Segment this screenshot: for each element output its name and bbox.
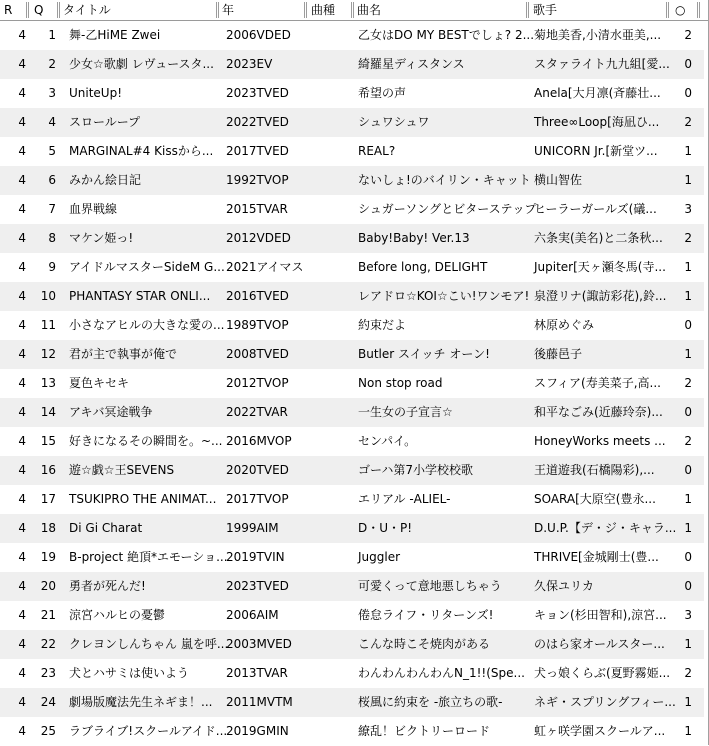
row-artist-cell: 横山智佐 <box>534 173 583 187</box>
row-title-cell: Di Gi Charat <box>69 521 143 535</box>
row-q-cell: 1 <box>48 28 56 42</box>
row-title-cell: 好きになるその瞬間を。~... <box>69 434 223 448</box>
row-title-cell: MARGINAL#4 Kissから... <box>69 144 214 158</box>
table-row[interactable] <box>0 514 704 543</box>
row-title-cell: UniteUp! <box>69 86 123 100</box>
row-artist-cell: 菊地美香,小清水亜美,... <box>534 28 662 42</box>
row-q-cell: 16 <box>40 463 56 477</box>
row-circle-cell: 2 <box>684 434 692 448</box>
row-year-cell: 2015TVAR <box>226 202 288 216</box>
row-genre-cell <box>312 427 352 456</box>
row-year-cell: 2006AIM <box>226 608 279 622</box>
row-circle-cell: 1 <box>684 144 692 158</box>
row-q-cell: 11 <box>40 318 56 332</box>
row-song-cell: Juggler <box>358 550 401 564</box>
row-title-cell: アイドルマスターSideM G... <box>69 260 225 274</box>
row-r-cell: 4 <box>18 550 26 564</box>
column-header-row <box>0 0 708 21</box>
row-q-cell: 5 <box>48 144 56 158</box>
row-r-cell: 4 <box>18 260 26 274</box>
row-circle-cell: 0 <box>684 550 692 564</box>
row-title-cell: 涼宮ハルヒの憂鬱 <box>69 608 166 622</box>
row-genre-cell <box>312 166 352 195</box>
row-year-cell: 2021アイマス <box>226 260 304 274</box>
table-row[interactable] <box>0 282 704 311</box>
row-circle-cell: 2 <box>684 28 692 42</box>
row-q-cell: 8 <box>48 231 56 245</box>
row-artist-cell: HoneyWorks meets ... <box>534 434 666 448</box>
row-r-cell: 4 <box>18 173 26 187</box>
row-r-cell: 4 <box>18 463 26 477</box>
column-header-circle[interactable]: ○ <box>675 3 686 17</box>
row-genre-cell <box>312 108 352 137</box>
row-year-cell: 2012VDED <box>226 231 291 245</box>
row-q-cell: 22 <box>40 637 56 651</box>
row-song-cell: ないしょ!のバイリン・キャット <box>358 173 531 187</box>
row-artist-cell: のはら家オールスター... <box>534 637 665 651</box>
row-circle-cell: 0 <box>684 318 692 332</box>
row-title-cell: B-project 絶頂*エモーショ... <box>69 550 228 564</box>
table-row[interactable] <box>0 601 704 630</box>
row-genre-cell <box>312 630 352 659</box>
row-circle-cell: 2 <box>684 666 692 680</box>
table-row[interactable] <box>0 79 704 108</box>
column-header-title[interactable]: タイトル <box>63 3 111 17</box>
row-artist-cell: 泉澄リナ(諏訪彩花),鈴... <box>534 289 667 303</box>
row-circle-cell: 1 <box>684 260 692 274</box>
row-q-cell: 18 <box>40 521 56 535</box>
table-row[interactable] <box>0 456 704 485</box>
row-title-cell: 少女☆歌劇 レヴュースタ... <box>69 57 214 71</box>
table-row[interactable] <box>0 311 704 340</box>
row-r-cell: 4 <box>18 405 26 419</box>
table-row[interactable] <box>0 166 704 195</box>
row-q-cell: 12 <box>40 347 56 361</box>
column-header-artist[interactable]: 歌手 <box>533 3 558 17</box>
row-song-cell: Before long, DELIGHT <box>358 260 488 274</box>
row-r-cell: 4 <box>18 318 26 332</box>
row-circle-cell: 1 <box>684 173 692 187</box>
table-row[interactable] <box>0 224 704 253</box>
row-song-cell: センパイ。 <box>358 434 417 448</box>
row-song-cell: 希望の声 <box>358 86 407 100</box>
row-song-cell: わんわんわんわんN_1!!(Spe... <box>358 666 525 680</box>
row-r-cell: 4 <box>18 289 26 303</box>
row-song-cell: D・U・P! <box>358 521 413 535</box>
row-r-cell: 4 <box>18 86 26 100</box>
row-circle-cell: 2 <box>684 376 692 390</box>
row-r-cell: 4 <box>18 637 26 651</box>
row-r-cell: 4 <box>18 695 26 709</box>
table-row[interactable] <box>0 688 704 717</box>
row-genre-cell <box>312 543 352 572</box>
row-q-cell: 21 <box>40 608 56 622</box>
table-row[interactable] <box>0 485 704 514</box>
table-row[interactable] <box>0 108 704 137</box>
row-q-cell: 14 <box>40 405 56 419</box>
row-genre-cell <box>312 195 352 224</box>
row-year-cell: 2023TVED <box>226 86 289 100</box>
row-artist-cell: UNICORN Jr.[新堂ツ... <box>534 144 658 158</box>
row-year-cell: 2023TVED <box>226 579 289 593</box>
row-year-cell: 2016MVOP <box>226 434 292 448</box>
row-r-cell: 4 <box>18 57 26 71</box>
row-song-cell: 繚乱！ビクトリーロード <box>358 724 491 738</box>
table-row[interactable] <box>0 137 704 166</box>
row-year-cell: 2017TVOP <box>226 492 289 506</box>
row-song-cell: シュワシュワ <box>358 115 430 129</box>
row-q-cell: 10 <box>40 289 56 303</box>
row-circle-cell: 2 <box>684 231 692 245</box>
row-title-cell: マケン姫っ! <box>69 231 134 245</box>
row-q-cell: 13 <box>40 376 56 390</box>
row-r-cell: 4 <box>18 347 26 361</box>
row-title-cell: 小さなアヒルの大きな愛の... <box>69 318 225 332</box>
row-r-cell: 4 <box>18 492 26 506</box>
row-genre-cell <box>312 137 352 166</box>
row-year-cell: 2019GMIN <box>226 724 289 738</box>
row-title-cell: アキバ冥途戦争 <box>69 405 153 419</box>
row-title-cell: 勇者が死んだ! <box>69 579 146 593</box>
row-r-cell: 4 <box>18 376 26 390</box>
table-row[interactable] <box>0 50 704 79</box>
row-q-cell: 15 <box>40 434 56 448</box>
column-resize-handle[interactable] <box>351 2 354 18</box>
row-circle-cell: 1 <box>684 695 692 709</box>
row-year-cell: 2003MVED <box>226 637 292 651</box>
row-genre-cell <box>312 340 352 369</box>
row-q-cell: 17 <box>40 492 56 506</box>
row-artist-cell: ヒーラーガールズ(礒... <box>534 202 657 216</box>
row-genre-cell <box>312 282 352 311</box>
row-song-cell: 可愛くって意地悪しちゃう <box>358 579 502 593</box>
row-circle-cell: 1 <box>684 289 692 303</box>
row-year-cell: 2011MVTM <box>226 695 293 709</box>
row-q-cell: 7 <box>48 202 56 216</box>
row-title-cell: PHANTASY STAR ONLI... <box>69 289 211 303</box>
row-year-cell: 1999AIM <box>226 521 279 535</box>
row-title-cell: クレヨンしんちゃん 嵐を呼... <box>69 637 229 651</box>
column-resize-handle[interactable] <box>304 2 307 18</box>
row-artist-cell: ネギ・スプリングフィー... <box>534 695 676 709</box>
row-genre-cell <box>312 398 352 427</box>
row-song-cell: 乙女はDO MY BESTでしょ? 2... <box>358 28 535 42</box>
row-artist-cell: 六条実(美名)と二条秋... <box>534 231 663 245</box>
row-circle-cell: 0 <box>684 57 692 71</box>
row-year-cell: 1992TVOP <box>226 173 289 187</box>
row-artist-cell: キョン(杉田智和),涼宮... <box>534 608 667 622</box>
row-genre-cell <box>312 688 352 717</box>
row-artist-cell: D.U.P.【デ・ジ・キャラ... <box>534 521 677 535</box>
row-genre-cell <box>312 601 352 630</box>
row-r-cell: 4 <box>18 28 26 42</box>
row-title-cell: 舞-乙HiME Zwei <box>69 28 161 42</box>
row-artist-cell: Three∞Loop[海凪ひ... <box>534 115 660 129</box>
row-title-cell: ラブライブ!スクールアイド... <box>69 724 228 738</box>
row-song-cell: ゴーハ第7小学校校歌 <box>358 463 474 477</box>
row-r-cell: 4 <box>18 521 26 535</box>
row-year-cell: 2022TVAR <box>226 405 288 419</box>
row-artist-cell: 久保ユリカ <box>534 579 594 593</box>
table-row[interactable] <box>0 630 704 659</box>
row-circle-cell: 1 <box>684 521 692 535</box>
row-genre-cell <box>312 514 352 543</box>
row-year-cell: 2013TVAR <box>226 666 288 680</box>
row-song-cell: Baby!Baby! Ver.13 <box>358 231 470 245</box>
table-row[interactable] <box>0 195 704 224</box>
row-genre-cell <box>312 311 352 340</box>
row-title-cell: スローループ <box>69 115 141 129</box>
row-song-cell: 桜風に約束を -旅立ちの歌- <box>358 695 503 709</box>
row-genre-cell <box>312 456 352 485</box>
column-header-r[interactable]: R <box>4 3 13 17</box>
column-resize-handle[interactable] <box>697 2 700 18</box>
column-header-genre[interactable]: 曲種 <box>311 3 336 17</box>
row-q-cell: 23 <box>40 666 56 680</box>
row-title-cell: 血界戦線 <box>69 202 118 216</box>
row-circle-cell: 1 <box>684 724 692 738</box>
row-r-cell: 4 <box>18 115 26 129</box>
table-row[interactable] <box>0 717 704 746</box>
row-title-cell: TSUKIPRO THE ANIMAT... <box>69 492 217 506</box>
row-year-cell: 2020TVED <box>226 463 289 477</box>
row-q-cell: 9 <box>48 260 56 274</box>
row-genre-cell <box>312 572 352 601</box>
row-artist-cell: 和平なごみ(近藤玲奈)... <box>534 405 663 419</box>
row-genre-cell <box>312 369 352 398</box>
row-r-cell: 4 <box>18 202 26 216</box>
row-genre-cell <box>312 659 352 688</box>
row-year-cell: 2023EV <box>226 57 273 71</box>
table-row[interactable] <box>0 340 704 369</box>
row-q-cell: 2 <box>48 57 56 71</box>
row-song-cell: Non stop road <box>358 376 443 390</box>
row-year-cell: 1989TVOP <box>226 318 289 332</box>
row-r-cell: 4 <box>18 434 26 448</box>
row-circle-cell: 0 <box>684 86 692 100</box>
row-circle-cell: 0 <box>684 579 692 593</box>
row-year-cell: 2016TVED <box>226 289 289 303</box>
row-song-cell: こんな時こそ焼肉がある <box>358 637 491 651</box>
column-resize-handle[interactable] <box>216 2 219 18</box>
row-artist-cell: THRIVE[金城剛士(豊... <box>534 550 659 564</box>
table-row[interactable] <box>0 21 704 50</box>
row-song-cell: 約束だよ <box>358 318 407 332</box>
row-song-cell: 綺羅星ディスタンス <box>358 57 465 71</box>
row-r-cell: 4 <box>18 231 26 245</box>
row-artist-cell: Jupiter[天ヶ瀬冬馬(寺... <box>534 260 666 274</box>
row-circle-cell: 2 <box>684 115 692 129</box>
table-row[interactable] <box>0 427 704 456</box>
row-genre-cell <box>312 224 352 253</box>
row-song-cell: 一生女の子宣言☆ <box>358 405 453 419</box>
row-r-cell: 4 <box>18 666 26 680</box>
row-circle-cell: 1 <box>684 637 692 651</box>
row-song-cell: Butler スイッチ オーン! <box>358 347 490 361</box>
column-header-q[interactable]: Q <box>34 3 44 17</box>
column-resize-handle[interactable] <box>526 2 529 18</box>
row-year-cell: 2017TVED <box>226 144 289 158</box>
row-year-cell: 2012TVOP <box>226 376 289 390</box>
row-genre-cell <box>312 50 352 79</box>
column-resize-handle[interactable] <box>666 2 669 18</box>
row-q-cell: 20 <box>40 579 56 593</box>
row-q-cell: 3 <box>48 86 56 100</box>
row-genre-cell <box>312 21 352 50</box>
row-genre-cell <box>312 485 352 514</box>
row-genre-cell <box>312 79 352 108</box>
row-artist-cell: 虹ヶ咲学園スクールア... <box>534 724 666 738</box>
row-year-cell: 2022TVED <box>226 115 289 129</box>
row-year-cell: 2008TVED <box>226 347 289 361</box>
row-circle-cell: 0 <box>684 405 692 419</box>
row-title-cell: 夏色キセキ <box>69 376 130 390</box>
row-q-cell: 24 <box>40 695 56 709</box>
row-artist-cell: 王道遊我(石橋陽彩),... <box>534 463 655 477</box>
row-artist-cell: スタァライト九九組[愛... <box>534 57 670 71</box>
row-artist-cell: 後藤邑子 <box>534 347 583 361</box>
row-title-cell: 君が主で執事が俺で <box>69 347 178 361</box>
row-genre-cell <box>312 717 352 746</box>
row-q-cell: 25 <box>40 724 56 738</box>
row-song-cell: エリアル -ALIEL- <box>358 492 451 506</box>
column-resize-handle[interactable] <box>57 2 60 18</box>
column-header-song[interactable]: 曲名 <box>357 3 382 17</box>
table-row[interactable] <box>0 398 704 427</box>
table-row[interactable] <box>0 659 704 688</box>
row-year-cell: 2019TVIN <box>226 550 285 564</box>
row-artist-cell: Anela[大月凛(斉藤壮... <box>534 86 661 100</box>
table-row[interactable] <box>0 253 704 282</box>
table-row[interactable] <box>0 369 704 398</box>
row-song-cell: REAL? <box>358 144 396 158</box>
row-song-cell: レアドロ☆KOI☆こい!ワンモア! <box>358 289 530 303</box>
row-artist-cell: 犬っ娘くらぶ(夏野霧姫... <box>534 666 671 680</box>
row-title-cell: 犬とハサミは使いよう <box>69 666 190 680</box>
row-circle-cell: 1 <box>684 492 692 506</box>
row-title-cell: みかん絵日記 <box>69 173 142 187</box>
row-r-cell: 4 <box>18 608 26 622</box>
row-circle-cell: 1 <box>684 347 692 361</box>
row-r-cell: 4 <box>18 579 26 593</box>
table-row[interactable] <box>0 572 704 601</box>
row-circle-cell: 0 <box>684 463 692 477</box>
row-title-cell: 劇場版魔法先生ネギま！... <box>69 695 213 709</box>
row-title-cell: 遊☆戯☆王SEVENS <box>69 463 175 477</box>
row-circle-cell: 3 <box>684 608 692 622</box>
row-genre-cell <box>312 253 352 282</box>
row-artist-cell: 林原めぐみ <box>534 318 595 332</box>
row-q-cell: 4 <box>48 115 56 129</box>
row-q-cell: 19 <box>40 550 56 564</box>
row-r-cell: 4 <box>18 724 26 738</box>
row-year-cell: 2006VDED <box>226 28 291 42</box>
row-circle-cell: 3 <box>684 202 692 216</box>
row-artist-cell: SOARA[大原空(豊永... <box>534 492 656 506</box>
column-resize-handle[interactable] <box>26 2 29 18</box>
row-artist-cell: スフィア(寿美菜子,高... <box>534 376 661 390</box>
row-song-cell: シュガーソングとビターステップ <box>358 202 537 216</box>
column-header-year[interactable]: 年 <box>222 3 235 17</box>
row-song-cell: 倦怠ライフ・リターンズ! <box>358 608 494 622</box>
table-row[interactable] <box>0 543 704 572</box>
row-r-cell: 4 <box>18 144 26 158</box>
row-q-cell: 6 <box>48 173 56 187</box>
